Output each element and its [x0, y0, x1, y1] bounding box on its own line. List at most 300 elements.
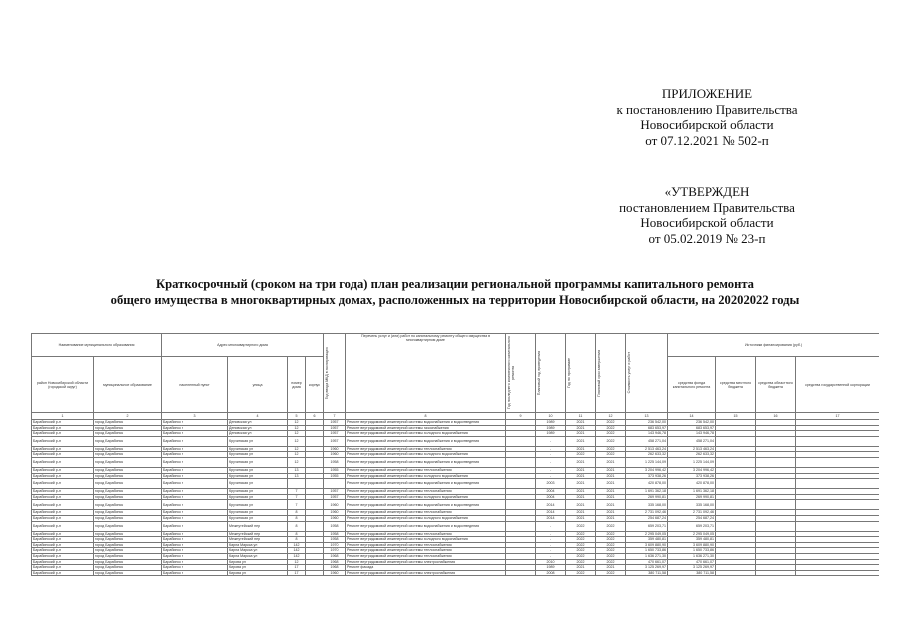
c10-cell: 2008 — [536, 570, 566, 576]
works-cell: Ремонт внутридомовой инженерной системы теплоснабжения — [346, 531, 506, 537]
c12-cell: 2022 — [596, 436, 626, 446]
regional-budget-cell — [756, 436, 796, 446]
district-cell: Барабинский р-н — [32, 521, 94, 531]
year-cell: 1960 — [324, 446, 346, 452]
settlement-cell: город Барабинск — [94, 467, 162, 473]
locality-cell: Барабинск г — [162, 521, 228, 531]
house-cell — [288, 479, 306, 489]
appendix-title: ПРИЛОЖЕНИЕ — [661, 86, 753, 101]
c12-cell: 2022 — [596, 548, 626, 554]
c12-cell: 2021 — [596, 467, 626, 473]
header-works: Перечень услуг и (или) работ по капитальному ремонту общего имущества в многоквартирном доме — [346, 334, 506, 413]
street-cell: Межпутейский пер — [228, 521, 288, 531]
district-cell: Барабинский р-н — [32, 553, 94, 559]
house-cell: 142 — [288, 553, 306, 559]
c9-cell — [506, 479, 536, 489]
settlement-cell: город Барабинск — [94, 521, 162, 531]
settlement-cell: город Барабинск — [94, 553, 162, 559]
street-cell: Кручинская ул — [228, 489, 288, 495]
c11-cell: 2021 — [566, 420, 596, 426]
settlement-cell: город Барабинск — [94, 548, 162, 554]
street-cell: Карла Маркса ул — [228, 553, 288, 559]
c11-cell: 2022 — [566, 542, 596, 548]
table-row — [32, 500, 880, 510]
c10-cell: - — [536, 531, 566, 537]
settlement-cell: город Барабинск — [94, 473, 162, 479]
table-row — [32, 479, 880, 489]
district-cell: Барабинский р-н — [32, 500, 94, 510]
works-cell: Ремонт внутридомовой инженерной системы теплоснабжения — [346, 467, 506, 473]
appendix-block — [612, 86, 802, 148]
year-cell: 1957 — [324, 494, 346, 500]
c10-cell: - — [536, 452, 566, 458]
local-budget-cell — [716, 500, 756, 510]
c10-cell: - — [536, 548, 566, 554]
c11-cell: 2021 — [566, 494, 596, 500]
house-cell: 12 — [288, 420, 306, 426]
fund-cell: 1 225 144,09 — [668, 457, 716, 467]
year-cell: 1957 — [324, 420, 346, 426]
works-cell: Ремонт внутридомовой инженерной системы теплоснабжения — [346, 553, 506, 559]
cost-cell: 2 513 463,24 — [626, 446, 668, 452]
year-cell: 1957 — [324, 425, 346, 431]
fund-cell: 335 168,00 — [668, 500, 716, 510]
header-c17: средства государственной корпорации — [796, 357, 879, 413]
district-cell: Барабинский р-н — [32, 494, 94, 500]
regional-budget-cell — [756, 479, 796, 489]
c10-cell: 1989 — [536, 425, 566, 431]
cost-cell: 3 609 880,90 — [626, 542, 668, 548]
local-budget-cell — [716, 436, 756, 446]
header-c16: средства областного бюджета — [756, 357, 796, 413]
house-cell: 12 — [288, 425, 306, 431]
settlement-cell: город Барабинск — [94, 565, 162, 571]
cost-cell: 2 731 092,46 — [626, 510, 668, 516]
locality-cell: Барабинск г — [162, 542, 228, 548]
c10-cell: - — [536, 537, 566, 543]
col-number: 10 — [536, 413, 566, 420]
street-cell: Кирова ул — [228, 565, 288, 571]
header-c14: средства фонда капитального ремонта — [668, 357, 716, 413]
cost-cell: 1 636 271,30 — [626, 553, 668, 559]
district-cell: Барабинский р-н — [32, 420, 94, 426]
cost-cell: 470 661,07 — [626, 559, 668, 565]
col-number: 12 — [596, 413, 626, 420]
settlement-cell: город Барабинск — [94, 510, 162, 516]
c12-cell: 2022 — [596, 420, 626, 426]
fund-cell: 458 271,04 — [668, 436, 716, 446]
year-cell: 1968 — [324, 553, 346, 559]
c12-cell: 2022 — [596, 570, 626, 576]
works-cell: Ремонт внутридомовой инженерной системы электроснабжения — [346, 559, 506, 565]
house-cell: 8 — [288, 510, 306, 516]
cost-cell: 254 687,24 — [626, 515, 668, 521]
corporation-cell — [796, 570, 879, 576]
locality-cell: Барабинск г — [162, 570, 228, 576]
locality-cell: Барабинск г — [162, 420, 228, 426]
works-cell: Ремонт внутридомовой инженерной системы водоснабжения и водоотведения — [346, 457, 506, 467]
c9-cell — [506, 457, 536, 467]
approved-title: «УТВЕРЖДЕН — [664, 184, 750, 199]
col-number: 15 — [716, 413, 756, 420]
header-building: корпус — [306, 357, 324, 413]
house-cell: 17 — [288, 570, 306, 576]
locality-cell: Барабинск г — [162, 425, 228, 431]
col-number: 14 — [668, 413, 716, 420]
c11-cell: 2021 — [566, 467, 596, 473]
header-c12: Плановый срок завершения — [596, 334, 626, 413]
table-row — [32, 436, 880, 446]
c10-cell: 1989 — [536, 431, 566, 437]
cost-cell: 359 480,81 — [626, 537, 668, 543]
locality-cell: Барабинск г — [162, 548, 228, 554]
c11-cell: 2022 — [566, 452, 596, 458]
works-cell: Ремонт внутридомовой инженерной системы холодного водоснабжения — [346, 537, 506, 543]
regional-budget-cell — [756, 500, 796, 510]
district-cell: Барабинский р-н — [32, 425, 94, 431]
c12-cell: 2021 — [596, 515, 626, 521]
corporation-cell — [796, 521, 879, 531]
house-cell: 12 — [288, 559, 306, 565]
document-title — [60, 276, 850, 308]
district-cell: Барабинский р-н — [32, 473, 94, 479]
c12-cell: 2022 — [596, 452, 626, 458]
c12-cell: 2022 — [596, 521, 626, 531]
table-body — [32, 420, 880, 576]
c12-cell: 2021 — [596, 494, 626, 500]
c12-cell: 2021 — [596, 565, 626, 571]
col-number: 3 — [162, 413, 228, 420]
district-cell: Барабинский р-н — [32, 542, 94, 548]
table-row — [32, 521, 880, 531]
settlement-cell: город Барабинск — [94, 500, 162, 510]
c10-cell: - — [536, 446, 566, 452]
fund-cell: 3 204 996,42 — [668, 467, 716, 473]
c10-cell: 2003 — [536, 479, 566, 489]
house-cell: 7 — [288, 489, 306, 495]
locality-cell: Барабинск г — [162, 537, 228, 543]
col-number: 9 — [506, 413, 536, 420]
settlement-cell: город Барабинск — [94, 425, 162, 431]
settlement-cell: город Барабинск — [94, 531, 162, 537]
works-cell: Ремонт внутридомовой инженерной системы водоснабжения и водоотведения — [346, 436, 506, 446]
col-number: 6 — [306, 413, 324, 420]
house-cell: 12 — [288, 446, 306, 452]
year-cell: 1968 — [324, 559, 346, 565]
fund-cell: 2 731 092,46 — [668, 510, 716, 516]
c9-cell — [506, 570, 536, 576]
local-budget-cell — [716, 479, 756, 489]
header-municipality: Наименование муниципального образования — [32, 334, 162, 357]
c11-cell: 2022 — [566, 570, 596, 576]
col-number: 7 — [324, 413, 346, 420]
street-cell: Кручинская ул — [228, 452, 288, 458]
c12-cell: 2022 — [596, 425, 626, 431]
settlement-cell: город Барабинск — [94, 570, 162, 576]
works-cell: Ремонт внутридомовой инженерной системы теплоснабжения — [346, 542, 506, 548]
settlement-cell: город Барабинск — [94, 457, 162, 467]
fund-cell: 380 711,58 — [668, 570, 716, 576]
district-cell: Барабинский р-н — [32, 479, 94, 489]
house-cell: 12 — [288, 431, 306, 437]
building-cell — [306, 457, 324, 467]
c9-cell — [506, 436, 536, 446]
district-cell: Барабинский р-н — [32, 548, 94, 554]
col-number: 2 — [94, 413, 162, 420]
settlement-cell: город Барабинск — [94, 479, 162, 489]
locality-cell: Барабинск г — [162, 446, 228, 452]
cost-cell: 659 203,71 — [626, 521, 668, 531]
fund-cell: 470 661,07 — [668, 559, 716, 565]
street-cell: Кручинская ул — [228, 436, 288, 446]
plan-table-wrapper — [31, 333, 879, 633]
c12-cell: 2021 — [596, 473, 626, 479]
header-funding: Источники финансирования (руб.) — [668, 334, 879, 357]
locality-cell: Барабинск г — [162, 500, 228, 510]
fund-cell: 1 636 271,30 — [668, 553, 716, 559]
regional-budget-cell — [756, 457, 796, 467]
fund-cell: 3 125 269,97 — [668, 565, 716, 571]
locality-cell: Барабинск г — [162, 431, 228, 437]
header-street: улица — [228, 357, 288, 413]
year-cell: 1960 — [324, 570, 346, 576]
locality-cell: Барабинск г — [162, 452, 228, 458]
header-year: Год ввода МКД в эксплуатацию — [324, 334, 346, 413]
district-cell: Барабинский р-н — [32, 510, 94, 516]
district-cell: Барабинский р-н — [32, 467, 94, 473]
corporation-cell — [796, 479, 879, 489]
district-cell: Барабинский р-н — [32, 559, 94, 565]
year-cell: 1960 — [324, 510, 346, 516]
header-c10: Плановый год проведения — [536, 334, 566, 413]
fund-cell: 236 542,00 — [668, 420, 716, 426]
year-cell: 1957 — [324, 431, 346, 437]
c11-cell: 2022 — [566, 553, 596, 559]
works-cell: Ремонт внутридомовой инженерной системы теплоснабжения — [346, 489, 506, 495]
title-line: Краткосрочный (сроком на три года) план реализации региональной программы капитального ремонта — [156, 277, 754, 291]
settlement-cell: город Барабинск — [94, 446, 162, 452]
col-number: 11 — [566, 413, 596, 420]
year-cell: 1958 — [324, 537, 346, 543]
street-cell: Кручинская ул — [228, 510, 288, 516]
street-cell: Карла Маркса ул — [228, 548, 288, 554]
works-cell: Ремонт фасада — [346, 565, 506, 571]
c10-cell: 2010 — [536, 559, 566, 565]
locality-cell: Барабинск г — [162, 559, 228, 565]
col-number: 8 — [346, 413, 506, 420]
district-cell: Барабинский р-н — [32, 431, 94, 437]
house-cell: 8 — [288, 531, 306, 537]
approved-line: постановлением Правительства — [619, 199, 795, 215]
settlement-cell: город Барабинск — [94, 559, 162, 565]
c11-cell: 2021 — [566, 436, 596, 446]
c12-cell: 2022 — [596, 542, 626, 548]
c10-cell: - — [536, 436, 566, 446]
fund-cell: 2 513 463,24 — [668, 446, 716, 452]
settlement-cell: город Барабинск — [94, 452, 162, 458]
works-cell: Ремонт внутридомовой инженерной системы теплоснабжения — [346, 446, 506, 452]
settlement-cell: город Барабинск — [94, 436, 162, 446]
c9-cell — [506, 500, 536, 510]
header-settlement: муниципальное образование — [94, 357, 162, 413]
cost-cell: 3 204 996,42 — [626, 467, 668, 473]
header-address: Адрес многоквартирного дома — [162, 334, 324, 357]
cost-cell: 420 878,00 — [626, 479, 668, 489]
cost-cell: 269 990,81 — [626, 494, 668, 500]
col-number: 16 — [756, 413, 796, 420]
house-cell: 8 — [288, 515, 306, 521]
plan-table — [31, 333, 879, 576]
works-cell: Ремонт внутридомовой инженерной системы холодного водоснабжения — [346, 494, 506, 500]
district-cell: Барабинский р-н — [32, 565, 94, 571]
cost-cell: 335 168,00 — [626, 500, 668, 510]
year-cell: 1968 — [324, 565, 346, 571]
street-cell: Кручинская ул — [228, 457, 288, 467]
c10-cell: 2004 — [536, 494, 566, 500]
house-cell: 12 — [288, 452, 306, 458]
district-cell: Барабинский р-н — [32, 457, 94, 467]
regional-budget-cell — [756, 521, 796, 531]
fund-cell: 269 990,81 — [668, 494, 716, 500]
c11-cell: 2022 — [566, 521, 596, 531]
building-cell — [306, 436, 324, 446]
c11-cell: 2021 — [566, 425, 596, 431]
c10-cell: - — [536, 467, 566, 473]
c11-cell: 2021 — [566, 500, 596, 510]
locality-cell: Барабинск г — [162, 565, 228, 571]
c12-cell: 2021 — [596, 500, 626, 510]
cost-cell: 1 225 144,09 — [626, 457, 668, 467]
c12-cell: 2021 — [596, 479, 626, 489]
fund-cell: 659 203,71 — [668, 521, 716, 531]
works-cell: Ремонт внутридомовой инженерной системы теплоснабжения — [346, 510, 506, 516]
locality-cell: Барабинск г — [162, 515, 228, 521]
district-cell: Барабинский р-н — [32, 537, 94, 543]
year-cell: 1955 — [324, 473, 346, 479]
c10-cell: 2004 — [536, 489, 566, 495]
settlement-cell: город Барабинск — [94, 431, 162, 437]
house-cell: 8 — [288, 521, 306, 531]
year-cell: 1958 — [324, 457, 346, 467]
house-cell: 142 — [288, 542, 306, 548]
year-cell: 1970 — [324, 548, 346, 554]
c11-cell: 2021 — [566, 457, 596, 467]
settlement-cell: город Барабинск — [94, 420, 162, 426]
approved-block — [612, 184, 802, 246]
works-cell: Ремонт внутридомовой инженерной системы холодного водоснабжения — [346, 431, 506, 437]
street-cell: Кручинская ул — [228, 473, 288, 479]
locality-cell: Барабинск г — [162, 479, 228, 489]
works-cell: Ремонт внутридомовой инженерной системы холодного водоснабжения — [346, 515, 506, 521]
district-cell: Барабинский р-н — [32, 446, 94, 452]
district-cell: Барабинский р-н — [32, 452, 94, 458]
c12-cell: 2022 — [596, 531, 626, 537]
c10-cell: - — [536, 553, 566, 559]
c12-cell: 2021 — [596, 457, 626, 467]
district-cell: Барабинский р-н — [32, 436, 94, 446]
building-cell — [306, 500, 324, 510]
works-cell: Ремонт внутридомовой инженерной системы холодного водоснабжения — [346, 452, 506, 458]
header-c9: Год последнего комплексного капитального ремонта — [506, 334, 536, 413]
building-cell — [306, 479, 324, 489]
locality-cell: Барабинск г — [162, 473, 228, 479]
c11-cell: 2021 — [566, 510, 596, 516]
cost-cell: 1 691 362,18 — [626, 489, 668, 495]
c11-cell: 2022 — [566, 559, 596, 565]
cost-cell: 2 295 049,05 — [626, 531, 668, 537]
locality-cell: Барабинск г — [162, 457, 228, 467]
c11-cell: 2022 — [566, 537, 596, 543]
fund-cell: 420 878,00 — [668, 479, 716, 489]
col-number: 4 — [228, 413, 288, 420]
cost-cell: 373 938,26 — [626, 473, 668, 479]
c12-cell: 2021 — [596, 489, 626, 495]
fund-cell: 1 650 733,86 — [668, 548, 716, 554]
header-c15: средства местного бюджета — [716, 357, 756, 413]
fund-cell: 373 938,26 — [668, 473, 716, 479]
approved-date: от 05.02.2019 № 23-п — [648, 230, 766, 246]
c12-cell: 2021 — [596, 510, 626, 516]
c11-cell: 2021 — [566, 431, 596, 437]
street-cell: Кручинская ул — [228, 494, 288, 500]
year-cell: 1960 — [324, 452, 346, 458]
col-number: 5 — [288, 413, 306, 420]
c11-cell: 2022 — [566, 548, 596, 554]
year-cell: 1957 — [324, 489, 346, 495]
c12-cell: 2022 — [596, 537, 626, 543]
column-number-row — [32, 413, 880, 420]
fund-cell: 359 480,81 — [668, 537, 716, 543]
c10-cell: 1989 — [536, 420, 566, 426]
c11-cell: 2022 — [566, 531, 596, 537]
street-cell: Межпутейский пер — [228, 537, 288, 543]
house-cell: 7 — [288, 500, 306, 510]
c11-cell: 2021 — [566, 479, 596, 489]
title-line: общего имущества в многоквартирных домах, расположенных на территории Новосибирской области, на 20202022 годы — [110, 293, 800, 307]
c10-cell: - — [536, 542, 566, 548]
district-cell: Барабинский р-н — [32, 489, 94, 495]
year-cell: 1957 — [324, 436, 346, 446]
fund-cell: 683 653,97 — [668, 425, 716, 431]
c10-cell: 2014 — [536, 500, 566, 510]
appendix-date: от 07.12.2021 № 502-п — [645, 132, 769, 148]
c11-cell: 2021 — [566, 489, 596, 495]
year-cell: 1958 — [324, 531, 346, 537]
street-cell: Межпутейский пер — [228, 531, 288, 537]
settlement-cell: город Барабинск — [94, 537, 162, 543]
works-cell: Ремонт внутридомовой инженерной системы водоснабжения и водоотведения — [346, 420, 506, 426]
year-cell: 1955 — [324, 467, 346, 473]
house-cell: 13 — [288, 473, 306, 479]
header-c11: Год по программе — [566, 334, 596, 413]
local-budget-cell — [716, 521, 756, 531]
street-cell: Деповская ул — [228, 420, 288, 426]
fund-cell: 3 609 880,90 — [668, 542, 716, 548]
works-cell: Ремонт внутридомовой инженерной системы теплоснабжения — [346, 548, 506, 554]
cost-cell: 1 650 733,86 — [626, 548, 668, 554]
street-cell: Деповская ул — [228, 425, 288, 431]
c9-cell — [506, 521, 536, 531]
locality-cell: Барабинск г — [162, 467, 228, 473]
settlement-cell: город Барабинск — [94, 489, 162, 495]
district-cell: Барабинский р-н — [32, 570, 94, 576]
settlement-cell: город Барабинск — [94, 515, 162, 521]
fund-cell: 1 691 362,18 — [668, 489, 716, 495]
locality-cell: Барабинск г — [162, 494, 228, 500]
building-cell — [306, 570, 324, 576]
house-cell: 7 — [288, 494, 306, 500]
c10-cell: - — [536, 457, 566, 467]
